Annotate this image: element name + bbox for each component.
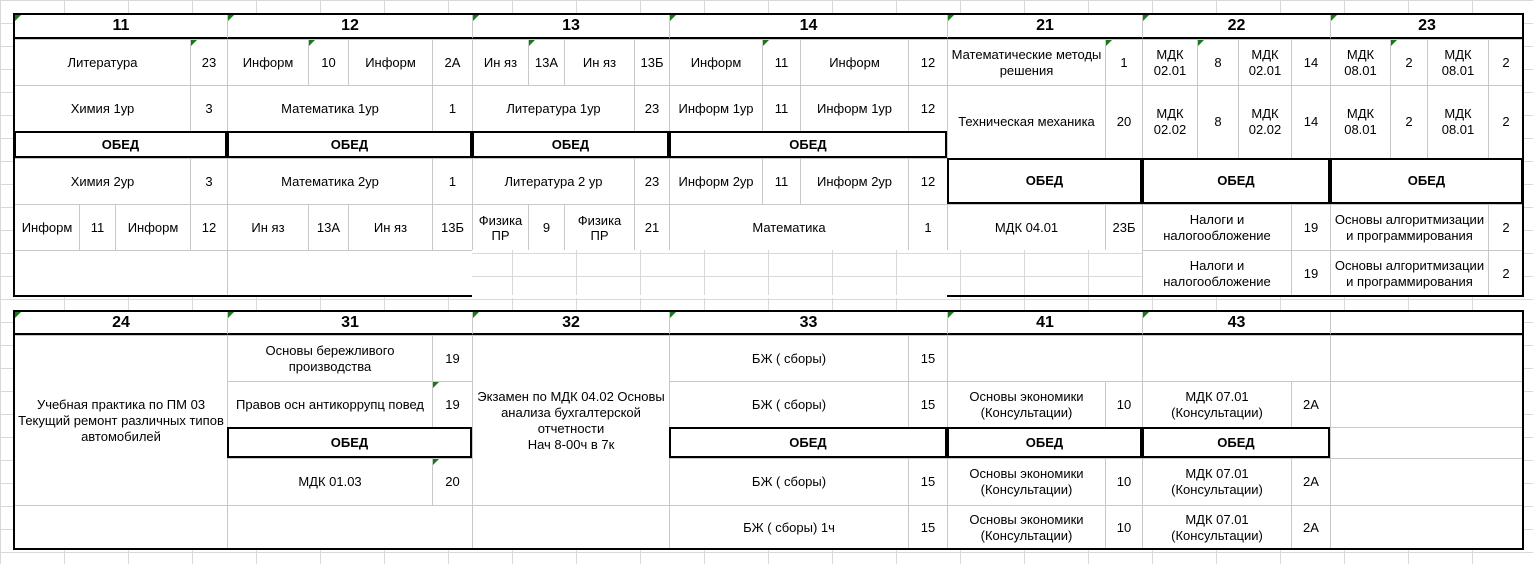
room-cell: 3 <box>190 158 227 204</box>
room-cell: 10 <box>308 39 348 85</box>
lesson-cell: Математика 1ур <box>227 85 432 131</box>
lesson-cell: МДК 07.01 (Консультации) <box>1142 505 1291 549</box>
room-cell: 1 <box>908 204 947 250</box>
lesson-cell: Математические методы решения <box>947 39 1105 85</box>
empty-cell <box>947 335 1142 381</box>
lesson-cell: Налоги и налогообложение <box>1142 204 1291 250</box>
lesson-cell: Основы экономики (Консультации) <box>947 458 1105 505</box>
lesson-cell: БЖ ( сборы) <box>669 335 908 381</box>
lesson-cell: МДК 08.01 <box>1330 85 1390 158</box>
room-cell: 1 <box>432 158 472 204</box>
group-header-33: 33 <box>669 311 947 335</box>
lunch-cell: ОБЕД <box>669 131 947 158</box>
lesson-cell: Информ 2ур <box>669 158 762 204</box>
room-cell: 2 <box>1390 39 1427 85</box>
room-cell: 15 <box>908 381 947 427</box>
lunch-cell: ОБЕД <box>1330 158 1523 204</box>
lesson-cell: Ин яз <box>348 204 432 250</box>
lesson-cell: БЖ ( сборы) <box>669 458 908 505</box>
empty-cell <box>1330 458 1523 505</box>
lesson-cell: Информ <box>227 39 308 85</box>
empty-cell <box>14 250 227 296</box>
exam-cell <box>472 335 669 505</box>
room-cell: 15 <box>908 458 947 505</box>
room-cell: 3 <box>190 85 227 131</box>
lesson-cell: Информ <box>800 39 908 85</box>
group-header-14: 14 <box>669 14 947 39</box>
lesson-cell: Химия 1ур <box>14 85 190 131</box>
empty-cell <box>227 505 472 549</box>
group-header-24: 24 <box>14 311 227 335</box>
group-header-empty <box>1330 311 1523 335</box>
group-header-43: 43 <box>1142 311 1330 335</box>
room-cell: 13Б <box>432 204 472 250</box>
room-cell: 1 <box>1105 39 1142 85</box>
group-header-12: 12 <box>227 14 472 39</box>
lunch-cell: ОБЕД <box>1142 427 1330 458</box>
room-cell: 11 <box>762 158 800 204</box>
lesson-cell: МДК 02.02 <box>1142 85 1197 158</box>
room-cell: 1 <box>432 85 472 131</box>
room-cell: 11 <box>762 39 800 85</box>
room-cell: 14 <box>1291 85 1330 158</box>
lunch-cell: ОБЕД <box>1142 158 1330 204</box>
room-cell: 11 <box>79 204 115 250</box>
lesson-cell: Информ 1ур <box>800 85 908 131</box>
lesson-cell: БЖ ( сборы) <box>669 381 908 427</box>
group-header-11: 11 <box>14 14 227 39</box>
room-cell: 12 <box>190 204 227 250</box>
lesson-cell: Основы бережливого производства <box>227 335 432 381</box>
lesson-cell: МДК 01.03 <box>227 458 432 505</box>
room-cell: 19 <box>432 335 472 381</box>
room-cell: 8 <box>1197 39 1238 85</box>
lesson-cell: Основы экономики (Консультации) <box>947 505 1105 549</box>
room-cell: 2А <box>1291 458 1330 505</box>
room-cell: 2А <box>1291 381 1330 427</box>
lesson-cell: МДК 07.01 (Консультации) <box>1142 458 1291 505</box>
room-cell: 13А <box>528 39 564 85</box>
lesson-cell: Информ 2ур <box>800 158 908 204</box>
group-header-41: 41 <box>947 311 1142 335</box>
lesson-cell: МДК 08.01 <box>1427 39 1488 85</box>
room-cell: 19 <box>1291 204 1330 250</box>
lesson-cell: МДК 02.01 <box>1142 39 1197 85</box>
empty-cell <box>227 250 472 296</box>
group-header-13: 13 <box>472 14 669 39</box>
room-cell: 2 <box>1488 85 1523 158</box>
room-cell: 10 <box>1105 458 1142 505</box>
lesson-cell: Химия 2ур <box>14 158 190 204</box>
lesson-cell: Математика 2ур <box>227 158 432 204</box>
lesson-cell: МДК 08.01 <box>1427 85 1488 158</box>
exam-start-time: Нач 8-00ч в 7к <box>527 436 615 452</box>
lunch-cell: ОБЕД <box>947 427 1142 458</box>
room-cell: 8 <box>1197 85 1238 158</box>
lunch-cell: ОБЕД <box>472 131 669 158</box>
room-cell: 2 <box>1390 85 1427 158</box>
lesson-cell: Основы алгоритмизации и программирования <box>1330 250 1488 296</box>
room-cell: 23 <box>634 158 669 204</box>
lesson-cell: Информ 1ур <box>669 85 762 131</box>
exam-title: Экзамен по МДК 04.02 Основы анализа бухгалтерской отчетности <box>477 388 665 436</box>
frame-gap <box>947 250 949 297</box>
lesson-cell: Основы алгоритмизации и программирования <box>1330 204 1488 250</box>
lesson-cell: БЖ ( сборы) 1ч <box>669 505 908 549</box>
room-cell: 15 <box>908 335 947 381</box>
room-cell: 12 <box>908 85 947 131</box>
empty-cell <box>1330 381 1523 427</box>
lesson-cell: МДК 07.01 (Консультации) <box>1142 381 1291 427</box>
lesson-cell: Налоги и налогообложение <box>1142 250 1291 296</box>
room-cell: 20 <box>432 458 472 505</box>
lesson-cell: Информ <box>669 39 762 85</box>
room-cell: 21 <box>634 204 669 250</box>
empty-cell <box>1330 505 1523 549</box>
group-header-23: 23 <box>1330 14 1523 39</box>
room-cell: 19 <box>1291 250 1330 296</box>
room-cell: 2 <box>1488 39 1523 85</box>
room-cell: 13Б <box>634 39 669 85</box>
group-header-21: 21 <box>947 14 1142 39</box>
lunch-cell: ОБЕД <box>669 427 947 458</box>
empty-cell <box>472 505 669 549</box>
room-cell: 2 <box>1488 250 1523 296</box>
lesson-cell: Математика <box>669 204 908 250</box>
lesson-cell: Основы экономики (Консультации) <box>947 381 1105 427</box>
lesson-cell: Ин яз <box>472 39 528 85</box>
room-cell: 23 <box>190 39 227 85</box>
lesson-cell: Техническая механика <box>947 85 1105 158</box>
room-cell: 13А <box>308 204 348 250</box>
room-cell: 23 <box>634 85 669 131</box>
room-cell: 11 <box>762 85 800 131</box>
room-cell: 10 <box>1105 505 1142 549</box>
lesson-cell: Информ <box>115 204 190 250</box>
room-cell: 2 <box>1488 204 1523 250</box>
room-cell: 23Б <box>1105 204 1142 250</box>
lunch-cell: ОБЕД <box>947 158 1142 204</box>
lesson-cell: Учебная практика по ПМ 03 Текущий ремонт различных типов автомобилей <box>14 335 227 505</box>
lesson-cell: Ин яз <box>564 39 634 85</box>
room-cell: 15 <box>908 505 947 549</box>
room-cell: 14 <box>1291 39 1330 85</box>
lunch-cell: ОБЕД <box>14 131 227 158</box>
room-cell: 2А <box>1291 505 1330 549</box>
lesson-cell: Информ <box>348 39 432 85</box>
room-cell: 12 <box>908 158 947 204</box>
lesson-cell: Правов осн антикоррупц повед <box>227 381 432 427</box>
lesson-cell: МДК 02.02 <box>1238 85 1291 158</box>
lesson-cell: Литература 2 ур <box>472 158 634 204</box>
lesson-cell: МДК 04.01 <box>947 204 1105 250</box>
lunch-cell: ОБЕД <box>227 427 472 458</box>
room-cell: 2А <box>432 39 472 85</box>
lesson-cell: Физика ПР <box>472 204 528 250</box>
room-cell: 12 <box>908 39 947 85</box>
lesson-cell: МДК 08.01 <box>1330 39 1390 85</box>
lesson-cell: Литература <box>14 39 190 85</box>
lesson-cell: Литература 1ур <box>472 85 634 131</box>
group-header-31: 31 <box>227 311 472 335</box>
empty-cell <box>1142 335 1330 381</box>
empty-cell <box>1330 427 1523 458</box>
room-cell: 10 <box>1105 381 1142 427</box>
lunch-cell: ОБЕД <box>227 131 472 158</box>
room-cell: 9 <box>528 204 564 250</box>
lesson-cell: МДК 02.01 <box>1238 39 1291 85</box>
group-header-32: 32 <box>472 311 669 335</box>
room-cell: 20 <box>1105 85 1142 158</box>
frame-gap <box>472 295 947 298</box>
lesson-cell: Физика ПР <box>564 204 634 250</box>
empty-cell <box>1330 335 1523 381</box>
lesson-cell: Ин яз <box>227 204 308 250</box>
empty-cell <box>14 505 227 549</box>
lesson-cell: Информ <box>14 204 79 250</box>
group-header-22: 22 <box>1142 14 1330 39</box>
room-cell: 19 <box>432 381 472 427</box>
